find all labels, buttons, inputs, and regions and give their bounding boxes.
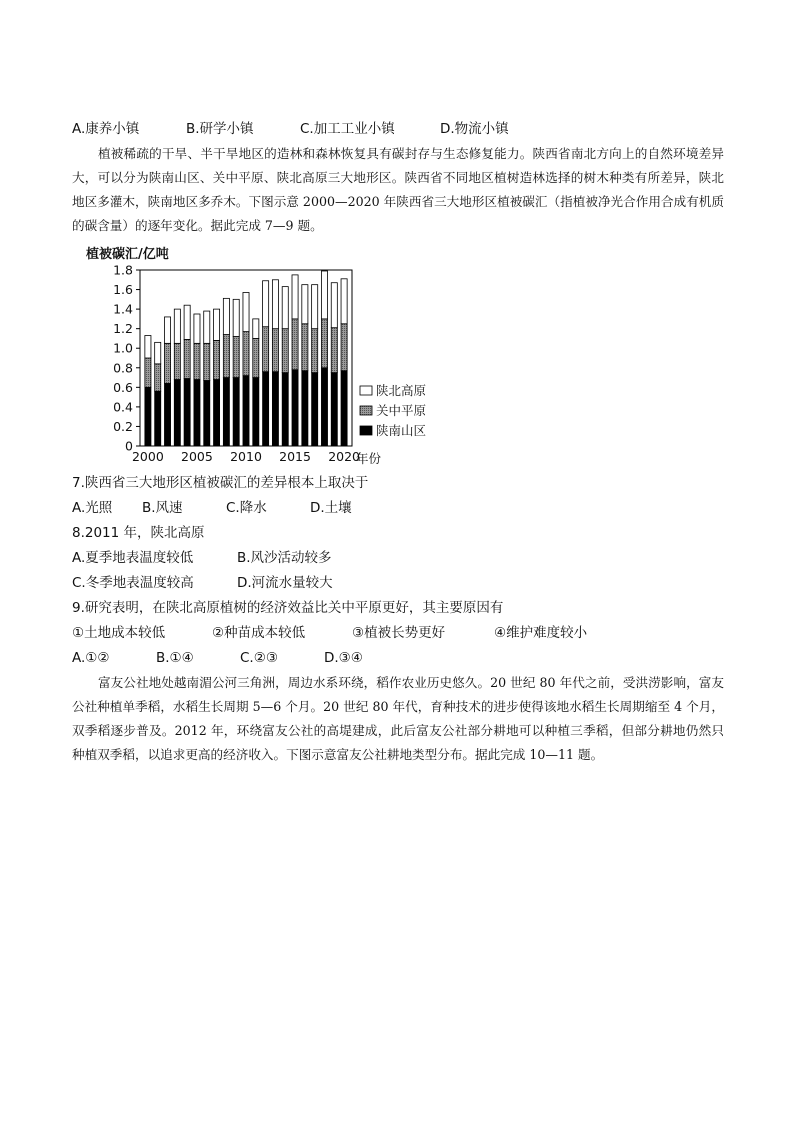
q9-option-d: D.③④ [324, 650, 363, 666]
bar-shaannan-mountain [331, 373, 337, 446]
q8-option-b: B.风沙活动较多 [237, 550, 332, 566]
bar-guanzhong-plain [223, 335, 229, 378]
q8-stem: 8.2011 年，陕北高原 [72, 525, 205, 541]
bar-shaannan-mountain [223, 378, 229, 446]
y-tick-label: 1.6 [113, 282, 133, 298]
y-tick-label: 1.0 [113, 340, 133, 356]
q8-option-c: C.冬季地表温度较高 [72, 575, 194, 591]
bar-guanzhong-plain [233, 336, 239, 377]
bar-shaanbei-plateau [302, 285, 308, 324]
bar-shaanbei-plateau [263, 281, 269, 327]
bar-shaanbei-plateau [331, 283, 337, 328]
bar-shaanbei-plateau [174, 309, 180, 343]
bar-shaanbei-plateau [341, 279, 347, 324]
q7-options [72, 497, 352, 519]
q7-option-d: D.土壤 [310, 500, 352, 516]
q7-option-c: C.降水 [226, 500, 267, 516]
bar-shaannan-mountain [194, 380, 200, 446]
legend-label: 陕南山区 [376, 423, 427, 438]
bar-shaanbei-plateau [223, 298, 229, 334]
q7-stem: 7.陕西省三大地形区植被碳汇的差异根本上取决于 [72, 475, 369, 491]
bar-guanzhong-plain [312, 329, 318, 373]
bar-guanzhong-plain [184, 339, 190, 378]
bar-shaannan-mountain [282, 373, 288, 446]
y-tick-label: 0.8 [113, 360, 133, 376]
bar-guanzhong-plain [214, 340, 220, 379]
x-tick-label: 2015 [279, 449, 311, 464]
y-tick-label: 0.2 [113, 418, 133, 434]
bar-shaanbei-plateau [184, 305, 190, 339]
q8-option-a: A.夏季地表温度较低 [72, 550, 194, 566]
x-tick-label: 2000 [131, 449, 164, 464]
legend-label: 陕北高原 [376, 383, 427, 398]
chart-x-axis-label: 年份 [356, 451, 382, 466]
q6-option-b: B.研学小镇 [186, 121, 254, 137]
y-tick-label: 1.2 [113, 321, 133, 337]
bar-shaanbei-plateau [194, 314, 200, 343]
legend-swatch [360, 406, 372, 415]
bar-shaannan-mountain [233, 378, 239, 446]
bar-guanzhong-plain [164, 343, 170, 383]
q9-option-a: A.①② [72, 650, 110, 666]
bar-shaanbei-plateau [292, 275, 298, 319]
bar-shaannan-mountain [184, 379, 190, 446]
y-tick-label: 1.4 [113, 301, 133, 317]
bar-shaannan-mountain [292, 370, 298, 446]
q9-item-3: ③植被长势更好 [352, 625, 446, 641]
y-tick-label: 0.6 [113, 379, 133, 395]
y-tick-label: 0 [125, 438, 133, 454]
bar-shaannan-mountain [312, 373, 318, 446]
bar-guanzhong-plain [155, 364, 161, 391]
chart-y-axis-label: 植被碳汇/亿吨 [86, 247, 169, 262]
bar-shaanbei-plateau [272, 280, 278, 329]
bar-shaannan-mountain [341, 371, 347, 446]
bar-shaanbei-plateau [214, 309, 220, 340]
q9-item-1: ①土地成本较低 [72, 625, 166, 641]
bar-guanzhong-plain [282, 329, 288, 373]
q9-item-4: ④维护难度较小 [494, 625, 588, 641]
x-tick-label: 2010 [230, 449, 262, 464]
q6-option-a: A.康养小镇 [72, 121, 140, 137]
q9-options [72, 647, 363, 669]
q9-items [72, 622, 587, 644]
y-tick-label: 0.4 [113, 399, 133, 415]
q9-item-2: ②种苗成本较低 [212, 625, 306, 641]
legend-swatch [360, 386, 372, 395]
q6-option-d: D.物流小镇 [440, 121, 509, 137]
q6-option-c: C.加工工业小镇 [300, 121, 395, 137]
bar-guanzhong-plain [292, 319, 298, 370]
q9-option-c: C.②③ [240, 650, 278, 666]
bar-guanzhong-plain [331, 328, 337, 373]
bar-shaannan-mountain [155, 391, 161, 446]
bar-shaannan-mountain [164, 383, 170, 446]
bar-shaanbei-plateau [282, 287, 288, 329]
bar-guanzhong-plain [174, 343, 180, 379]
bar-shaanbei-plateau [312, 285, 318, 329]
bar-guanzhong-plain [302, 324, 308, 371]
x-tick-label: 2005 [181, 449, 213, 464]
bar-guanzhong-plain [253, 338, 259, 377]
q8-option-d: D.河流水量较大 [237, 575, 333, 591]
bar-guanzhong-plain [194, 343, 200, 379]
bar-shaanbei-plateau [145, 336, 151, 358]
y-tick-label: 1.8 [113, 262, 133, 278]
bar-shaanbei-plateau [321, 271, 327, 319]
bar-shaannan-mountain [214, 380, 220, 446]
bar-shaanbei-plateau [204, 311, 210, 343]
passage-carbon-sink: 植被稀疏的干旱、半干旱地区的造林和森林恢复具有碳封存与生态修复能力。陕西省南北方向上的自然环境差异大，可以分为陕南山区、关中平原、陕北高原三大地形区。陕西省不同地区植树造林选择的树木种类有所差异，陕北地区多灌木，陕南地区多乔木。下图示意 2000—2020 年陕西省三大地形区植被碳汇（指植被净光合作用合成有机质的碳含量）的逐年变化。据此完成 7—9 题。 [72, 146, 724, 233]
bar-shaannan-mountain [204, 380, 210, 446]
bar-guanzhong-plain [204, 343, 210, 380]
bar-shaanbei-plateau [243, 292, 249, 331]
bar-shaannan-mountain [145, 387, 151, 446]
bar-guanzhong-plain [272, 329, 278, 372]
bar-shaannan-mountain [321, 368, 327, 446]
q8-options-row1 [72, 547, 332, 569]
q7-option-b: B.风速 [142, 500, 183, 516]
bar-shaanbei-plateau [155, 342, 161, 364]
q7-option-a: A.光照 [72, 500, 113, 516]
x-tick-label: 2020 [328, 449, 361, 464]
q8-options-row2 [72, 572, 333, 594]
bar-shaannan-mountain [263, 372, 269, 446]
passage-fuyou-commune: 富友公社地处越南湄公河三角洲，周边水系环绕，稻作农业历史悠久。20 世纪 80 年代之前，受洪涝影响，富友公社种植单季稻，水稻生长周期 5—6 个月。20 世纪 80 年代，育种技术的进步使得该地水稻生长周期缩至 4 个月，双季稻逐步普及。2012 年，环绕富友公社的高堤建成，此后富友公社部分耕地可以种植三季稻，但部分耕地仍然只种植双季稻，以追求更高的经济收入。下图示意富友公社耕地类型分布。据此完成 10—11 题。 [72, 675, 724, 762]
carbon-sink-chart [72, 244, 432, 468]
q6-options [72, 118, 509, 140]
bar-shaannan-mountain [272, 372, 278, 446]
bar-shaannan-mountain [253, 378, 259, 446]
bar-guanzhong-plain [321, 319, 327, 368]
bar-shaanbei-plateau [233, 299, 239, 336]
bar-guanzhong-plain [243, 332, 249, 376]
bar-shaanbei-plateau [164, 317, 170, 343]
bar-shaannan-mountain [174, 380, 180, 446]
bar-guanzhong-plain [145, 358, 151, 387]
q9-stem: 9.研究表明，在陕北高原植树的经济效益比关中平原更好，其主要原因有 [72, 600, 504, 616]
bar-shaannan-mountain [243, 376, 249, 446]
bar-shaannan-mountain [302, 371, 308, 446]
legend-label: 关中平原 [376, 403, 427, 418]
bar-guanzhong-plain [263, 327, 269, 372]
legend-swatch [360, 426, 372, 435]
bar-guanzhong-plain [341, 324, 347, 371]
q9-option-b: B.①④ [156, 650, 194, 666]
bar-shaanbei-plateau [253, 319, 259, 339]
